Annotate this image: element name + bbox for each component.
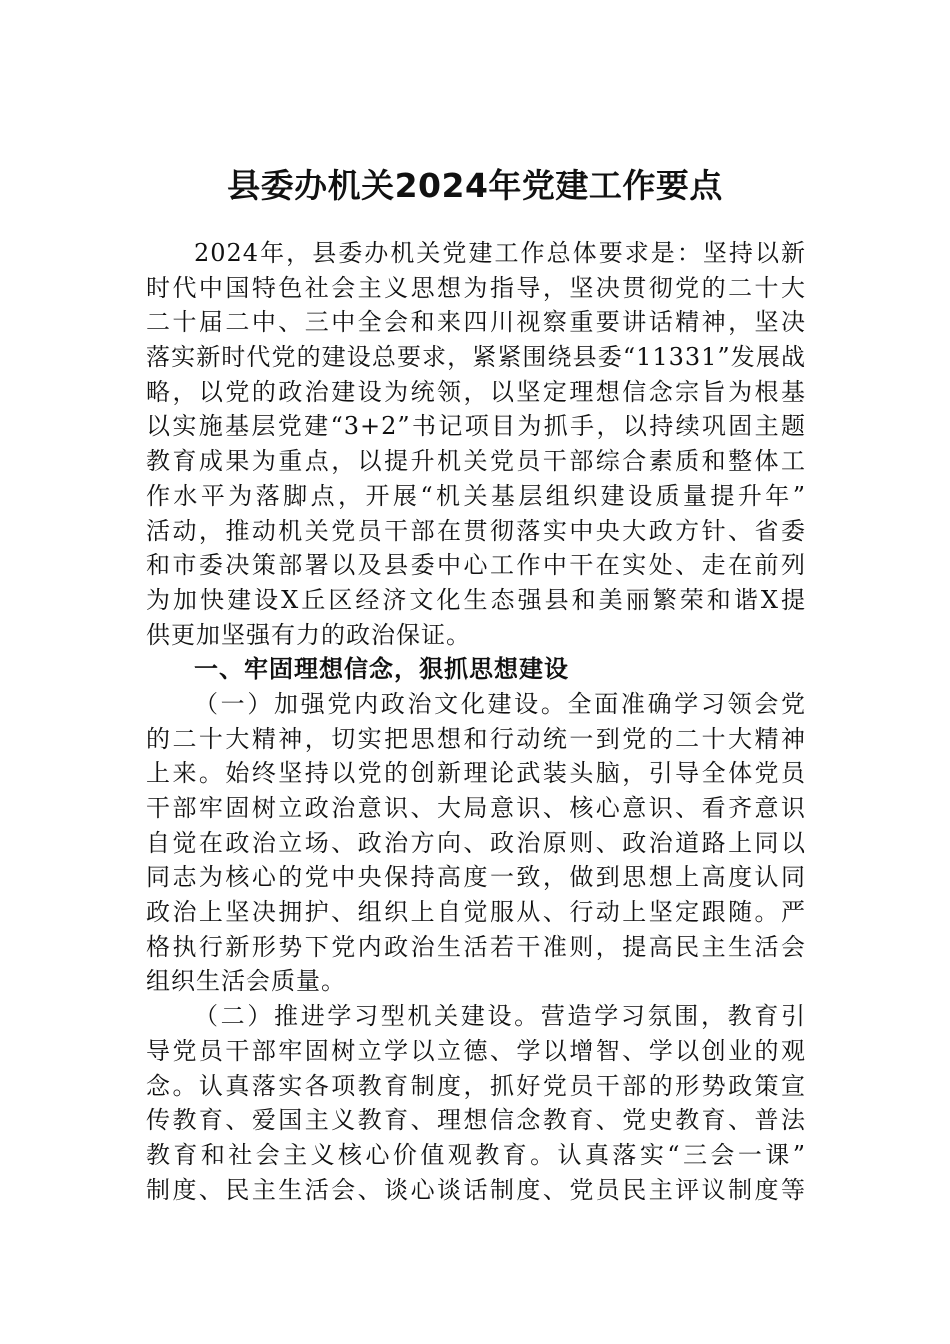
text-line: 组织生活会质量。 xyxy=(146,967,346,996)
text-line: 同志为核心的党中央保持高度一致，做到思想上高度认同 xyxy=(146,863,806,892)
text-line: （一）加强党内政治文化建设。全面准确学习领会党 xyxy=(194,689,806,718)
text-line: 念。认真落实各项教育制度，抓好党员干部的形势政策宣 xyxy=(146,1071,806,1100)
text-line: 作水平为落脚点，开展“机关基层组织建设质量提升年” xyxy=(146,481,806,510)
text-line: 自觉在政治立场、政治方向、政治原则、政治道路上同以 xyxy=(146,828,806,857)
text-line: 和市委决策部署以及县委中心工作中干在实处、走在前列 xyxy=(146,551,806,580)
text-line: 上来。始终坚持以党的创新理论武装头脑，引导全体党员 xyxy=(146,759,806,788)
text-line: 教育成果为重点，以提升机关党员干部综合素质和整体工 xyxy=(146,447,806,476)
text-line: 落实新时代党的建设总要求，紧紧围绕县委“11331”发展战 xyxy=(146,343,806,372)
text-line: 活动，推动机关党员干部在贯彻落实中央大政方针、省委 xyxy=(146,516,806,545)
text-line: 教育和社会主义核心价值观教育。认真落实“三会一课” xyxy=(146,1140,806,1169)
text-line: 的二十大精神，切实把思想和行动统一到党的二十大精神 xyxy=(146,724,806,753)
text-line: 以实施基层党建“3+2”书记项目为抓手，以持续巩固主题 xyxy=(146,412,806,441)
text-line: 二十届二中、三中全会和来四川视察重要讲话精神，坚决 xyxy=(146,308,806,337)
document-title: 县委办机关2024年党建工作要点 xyxy=(227,166,723,205)
text-line: 传教育、爱国主义教育、理想信念教育、党史教育、普法 xyxy=(146,1106,806,1135)
text-line: 略，以党的政治建设为统领，以坚定理想信念宗旨为根基 xyxy=(146,377,806,406)
text-line: 导党员干部牢固树立学以立德、学以增智、学以创业的观 xyxy=(146,1036,806,1065)
document-body xyxy=(146,236,806,1207)
text-line: 供更加坚强有力的政治保证。 xyxy=(146,620,471,649)
text-line: 时代中国特色社会主义思想为指导，坚决贯彻党的二十大 xyxy=(146,273,806,302)
text-line: 干部牢固树立政治意识、大局意识、核心意识、看齐意识 xyxy=(146,794,806,822)
text-line: 格执行新形势下党内政治生活若干准则，提高民主生活会 xyxy=(146,932,806,961)
section-heading: 一、牢固理想信念，狠抓思想建设 xyxy=(194,655,569,684)
text-line: 2024年，县委办机关党建工作总体要求是：坚持以新 xyxy=(194,239,806,267)
text-line: 制度、民主生活会、谈心谈话制度、党员民主评议制度等 xyxy=(146,1175,806,1204)
text-line: 为加快建设X丘区经济文化生态强县和美丽繁荣和谐X提 xyxy=(146,585,806,614)
text-line: 政治上坚决拥护、组织上自觉服从、行动上坚定跟随。严 xyxy=(146,898,806,927)
text-line: （二）推进学习型机关建设。营造学习氛围，教育引 xyxy=(194,1002,806,1031)
